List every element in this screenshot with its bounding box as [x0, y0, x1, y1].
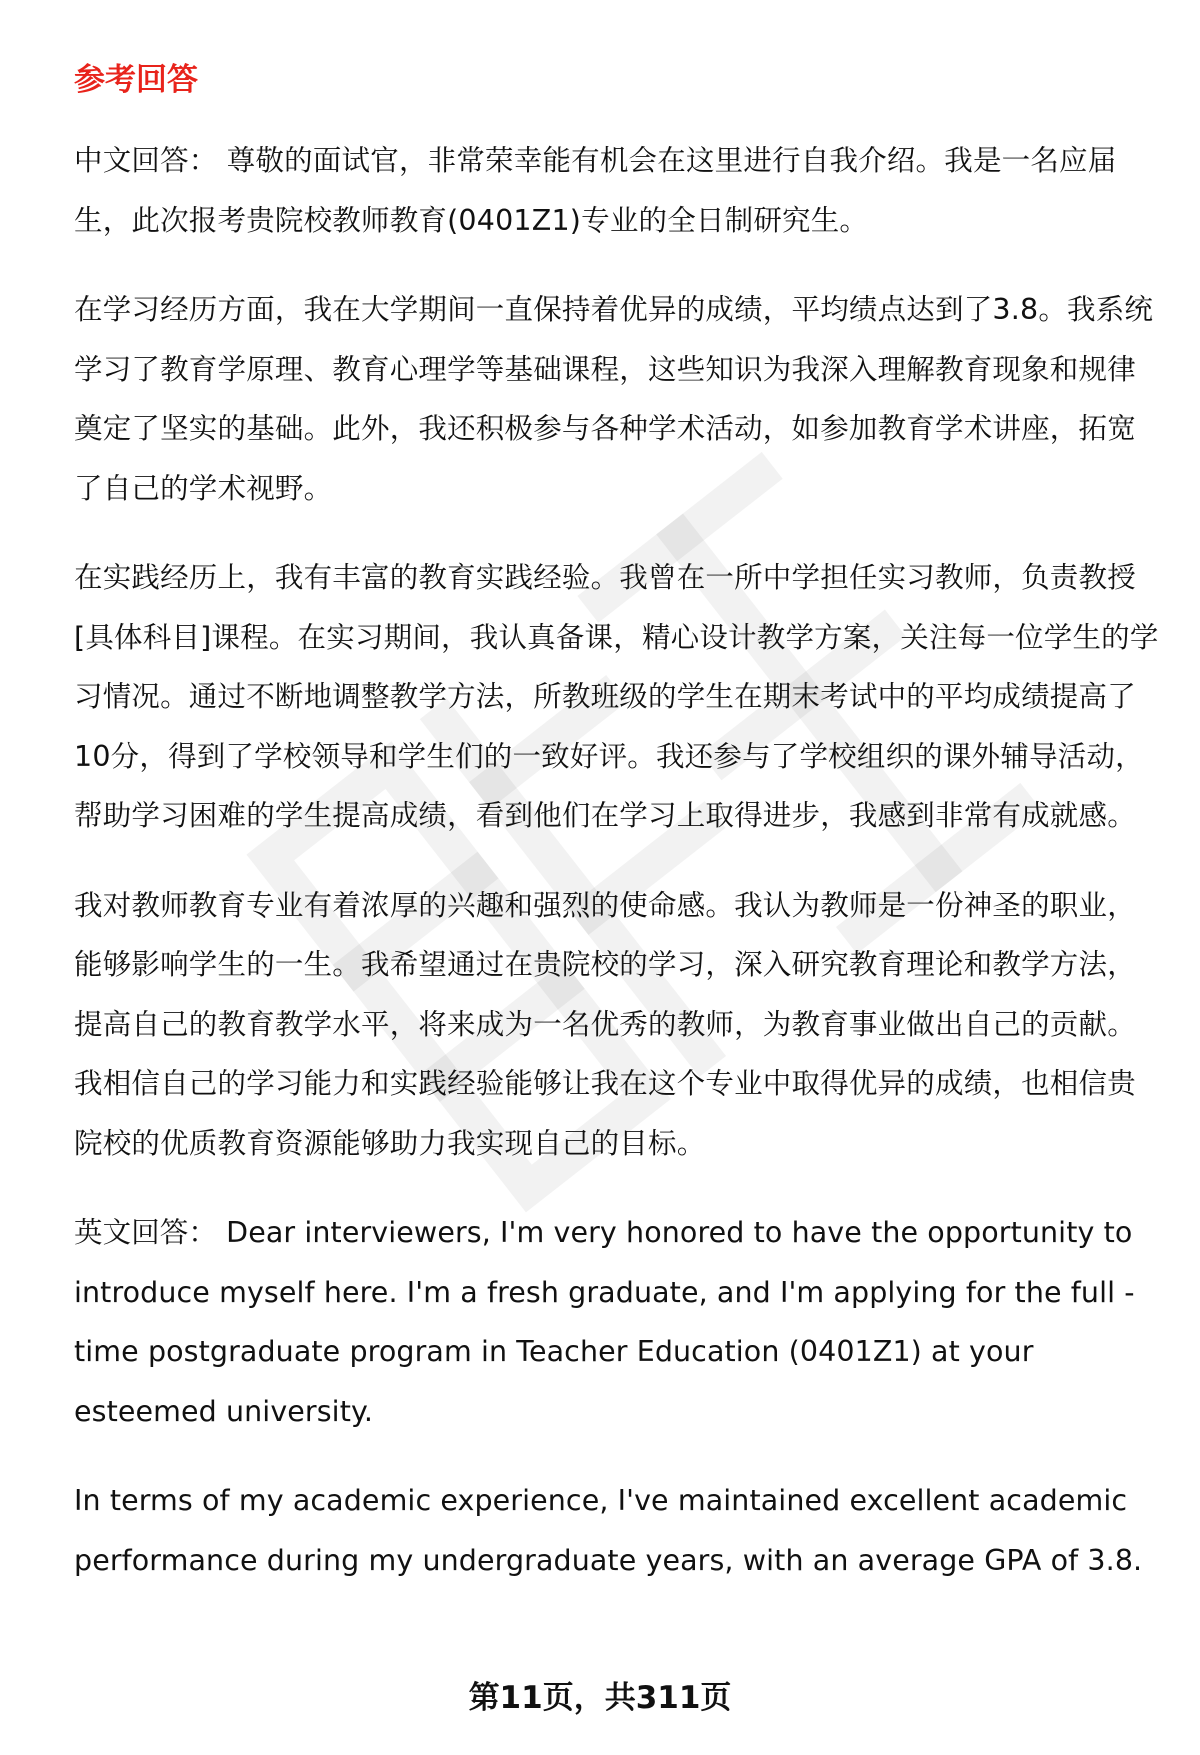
answer-content [74, 131, 1159, 1620]
paragraph-zh-academic: 在学习经历方面，我在大学期间一直保持着优异的成绩，平均绩点达到了3.8。我系统学习了教育学原理、教育心理学等基础课程，这些知识为我深入理解教育现象和规律奠定了坚实的基础。此外，我还积极参与各种学术活动，如参加教育学术讲座，拓宽了自己的学术视野。 [74, 293, 1154, 505]
paragraph-en-academic: In terms of my academic experience, I've maintained excellent academic performance during my undergraduate years, with an average GPA of 3.8. [74, 1484, 1143, 1577]
paragraph-zh-intro: 中文回答： 尊敬的面试官，非常荣幸能有机会在这里进行自我介绍。我是一名应届生，此次报考贵院校教师教育(0401Z1)专业的全日制研究生。 [74, 144, 1117, 237]
page-number-footer: 第11页，共311页 [468, 1680, 732, 1716]
paragraph-en-intro: 英文回答： Dear interviewers, I'm very honored to have the opportunity to introduce myself here. I'm a fresh graduate, and I'm applying for the full - time postgraduate program in Teacher Education (0401Z1) at your esteemed university. [74, 1216, 1135, 1428]
paragraph-zh-practice: 在实践经历上，我有丰富的教育实践经验。我曾在一所中学担任实习教师，负责教授[具体科目]课程。在实习期间，我认真备课，精心设计教学方案，关注每一位学生的学习情况。通过不断地调整教学方法，所教班级的学生在期末考试中的平均成绩提高了10分，得到了学校领导和学生们的一致好评。我还参与了学校组织的课外辅导活动，帮助学习困难的学生提高成绩，看到他们在学习上取得进步，我感到非常有成就感。 [74, 561, 1159, 832]
paragraph-zh-motivation: 我对教师教育专业有着浓厚的兴趣和强烈的使命感。我认为教师是一份神圣的职业，能够影响学生的一生。我希望通过在贵院校的学习，深入研究教育理论和教学方法，提高自己的教育教学水平，将来成为一名优秀的教师，为教育事业做出自己的贡献。我相信自己的学习能力和实践经验能够让我在这个专业中取得优异的成绩，也相信贵院校的优质教育资源能够助力我实现自己的目标。 [74, 888, 1136, 1160]
section-title: 参考回答 [74, 62, 198, 98]
